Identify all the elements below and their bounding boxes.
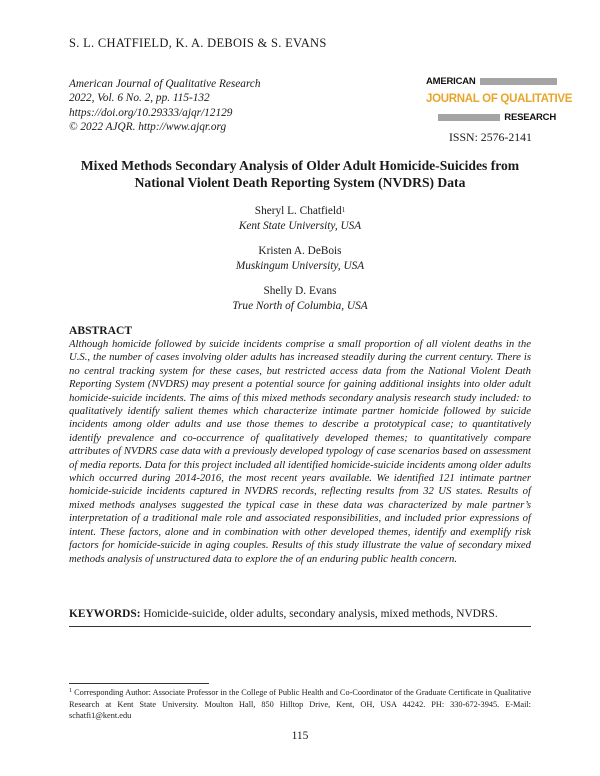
abstract-text: Although homicide followed by suicide incidents comprise a small proportion of all violent deaths in the U.S., the number of cases involving older adults has increased steadily during the current century. There is no central tracking system for these cases, but restricted access data from the National Violent Death Reporting System (NVDRS) may present a potential source for gaining additional insights into older adult homicide-suicide incidents. The aims of this mixed methods secondary analysis research study included: to qualitatively identify salient themes which characterize intimate partner homicide followed by suicide incidents among older adults and use those themes to describe a prototypical case; to quantitatively identify prevalence and co-occurrence of qualitatively developed themes; to quantitatively compare attributes of NVDRS case data with a previously developed typology of case scenarios based on assessment of media reports. Data for this project included all identified homicide-suicide incidents among older adults which occurred during 2014-2016, the most recent years available. We identified 121 intimate partner homicide-suicide incidents captured in NVDRS records, reflecting results from 32 US states. Results of mixed methods analyses suggested the typical case in these data was characterized by male partner’s interpretation of a traditional male role and associated responsibilities, and included prior expressions of intent. These factors, alone and in combination with other developed themes, identify and exemplify risk factors for homicide-suicide in aging couples. Results of this study illustrate the value of secondary mixed methods analysis of unstructured data to explore the of an enduring public health concern. [69,338,531,565]
author-name: Shelly D. Evans [263,285,337,297]
author-name: Kristen A. DeBois [258,245,342,257]
author-affiliation: Muskingum University, USA [235,259,365,272]
footnote-marker[interactable]: 1 [341,206,346,214]
paper-title-line2: National Violent Death Reporting System (NVDRS) Data [134,175,466,190]
running-head: S. L. CHATFIELD, K. A. DEBOIS & S. EVANS [69,36,327,50]
footnote [69,687,531,722]
logo-text-american: AMERICAN [426,76,476,87]
abstract-heading: ABSTRACT [69,324,133,337]
logo-bar-bottom [438,114,500,121]
author-affiliation: Kent State University, USA [238,219,362,232]
logo-row-main [426,93,572,105]
author-name: Sheryl L. Chatfield$^1$ [254,205,346,217]
keywords-divider [69,626,531,627]
page-number: 115 [291,730,309,742]
journal-doi-link[interactable]: https://doi.org/10.29333/ajqr/12129 [69,106,233,119]
journal-copyright: © 2022 AJQR. http://www.ajqr.org [69,120,227,133]
footnote-mark: 1 [69,688,72,694]
keywords-text: Homicide-suicide, older adults, secondary analysis, mixed methods, NVDRS. [143,608,498,620]
journal-info [69,77,261,134]
paper-title-line1: Mixed Methods Secondary Analysis of Older Adult Homicide-Suicides from [80,158,520,173]
author-affiliation: True North of Columbia, USA [232,299,368,312]
logo-row-research [426,112,556,123]
logo-text-research: RESEARCH [504,112,556,123]
logo-row-american [426,76,557,87]
journal-logo [426,76,573,126]
logo-text-journal: JOURNAL OF QUALITATIVE [426,93,573,105]
logo-bar-top [480,78,557,85]
journal-name: American Journal of Qualitative Research [69,78,261,90]
footnote-text: Corresponding Author: Associate Professor in the College of Public Health and Co-Coordinator of the Graduate Certificate in Qualitative Research at Kent State University. Moulton Hall, 850 Hilltop Drive, Kent, OH, USA 44242. PH: 330-672-3945. E-Mail: schatfi1@kent.edu [69,688,532,720]
author-block [100,284,500,313]
author-block [100,204,500,233]
journal-volume: 2022, Vol. 6 No. 2, pp. 115-132 [69,92,210,105]
keywords [69,608,539,620]
footnote-divider [69,683,209,684]
author-block [100,244,500,273]
paper-title [40,157,560,191]
keywords-label: KEYWORDS: [69,608,141,620]
issn: ISSN: 2576-2141 [449,130,532,144]
